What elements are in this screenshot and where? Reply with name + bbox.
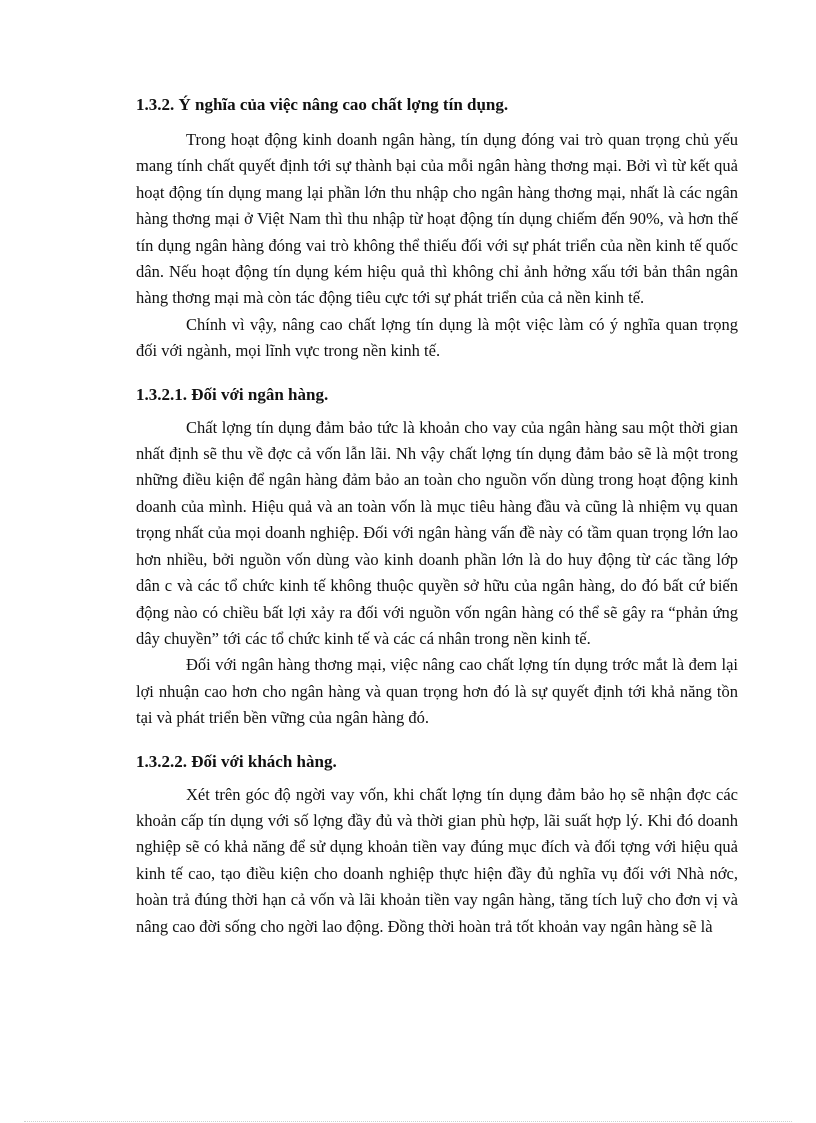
paragraph: Chất lợng tín dụng đảm bảo tức là khoản cho vay của ngân hàng sau một thời gian nhất định sẽ thu về đợc cả vốn lẫn lãi. Nh vậy chất lợng tín dụng đảm bảo sẽ là một trong những điều kiện để ngân hàng đảm bảo an toàn cho nguồn vốn dùng trong hoạt động kinh doanh của mình. Hiệu quả và an toàn vốn là mục tiêu hàng đầu và cũng là nhiệm vụ quan trọng nhất của mọi doanh nghiệp. Đối với ngân hàng vấn đề này có tầm quan trọng lớn lao hơn nhiều, bởi nguồn vốn dùng vào kinh doanh phần lớn là do huy động từ các tầng lớp dân c và các tổ chức kinh tế không thuộc quyền sở hữu của ngân hàng, do đó bất cứ biến động nào có chiều bất lợi xảy ra đối với nguồn vốn ngân hàng có thể sẽ gây ra “phản ứng dây chuyền” tới các tổ chức kinh tế và các cá nhân trong nền kinh tế. — [136, 417, 738, 648]
paragraph: Trong hoạt động kinh doanh ngân hàng, tín dụng đóng vai trò quan trọng chủ yếu mang tính chất quyết định tới sự thành bại của mỗi ngân hàng thơng mại. Bởi vì từ kết quả hoạt động tín dụng mang lại phần lớn thu nhập cho ngân hàng thơng mại, nhất là các ngân hàng thơng mại ở Việt Nam thì thu nhập từ hoạt động tín dụng chiếm đến 90%, và hơn thế tín dụng ngân hàng đóng vai trò không thể thiếu đối với sự phát triển của nền kinh tế quốc dân. Nếu hoạt động tín dụng kém hiệu quả thì không chỉ ảnh hởng xấu tới bản thân ngân hàng thơng mại mà còn tác động tiêu cực tới sự phát triển của cả nền kinh tế. — [136, 130, 738, 308]
subsection-heading: 1.3.2.2. Đối với khách hàng. — [136, 751, 337, 771]
paragraph: Xét trên góc độ ngời vay vốn, khi chất lợng tín dụng đảm bảo họ sẽ nhận đợc các khoản cấp tín dụng với số lợng đầy đủ và thời gian phù hợp, lãi suất hợp lý. Khi đó doanh nghiệp sẽ có khả năng để sử dụng khoản tiền vay đúng mục đích và đối tợng với hiệu quả kinh tế cao, tạo điều kiện cho doanh nghiệp thực hiện đầy đủ nghĩa vụ đối với Nhà nớc, hoàn trả đúng thời hạn cả vốn và lãi khoản tiền vay ngân hàng, tăng tích luỹ cho đơn vị và nâng cao đời sống cho ngời lao động. Đồng thời hoàn trả tốt khoản vay ngân hàng sẽ là — [136, 784, 738, 936]
page-bottom-divider — [24, 1121, 792, 1122]
subsection-heading: 1.3.2.1. Đối với ngân hàng. — [136, 384, 329, 404]
paragraph: Đối với ngân hàng thơng mại, việc nâng cao chất lợng tín dụng trớc mắt là đem lại lợi nhuận cao hơn cho ngân hàng và quan trọng hơn đó là sự quyết định tới khả năng tồn tại và phát triển bền vững của ngân hàng đó. — [136, 655, 738, 728]
paragraph: Chính vì vậy, nâng cao chất lợng tín dụng là một việc làm có ý nghĩa quan trọng đối với ngành, mọi lĩnh vực trong nền kinh tế. — [136, 314, 738, 361]
section-heading: 1.3.2. Ý nghĩa của việc nâng cao chất lợng tín dụng. — [136, 95, 509, 114]
document-body — [136, 93, 738, 940]
